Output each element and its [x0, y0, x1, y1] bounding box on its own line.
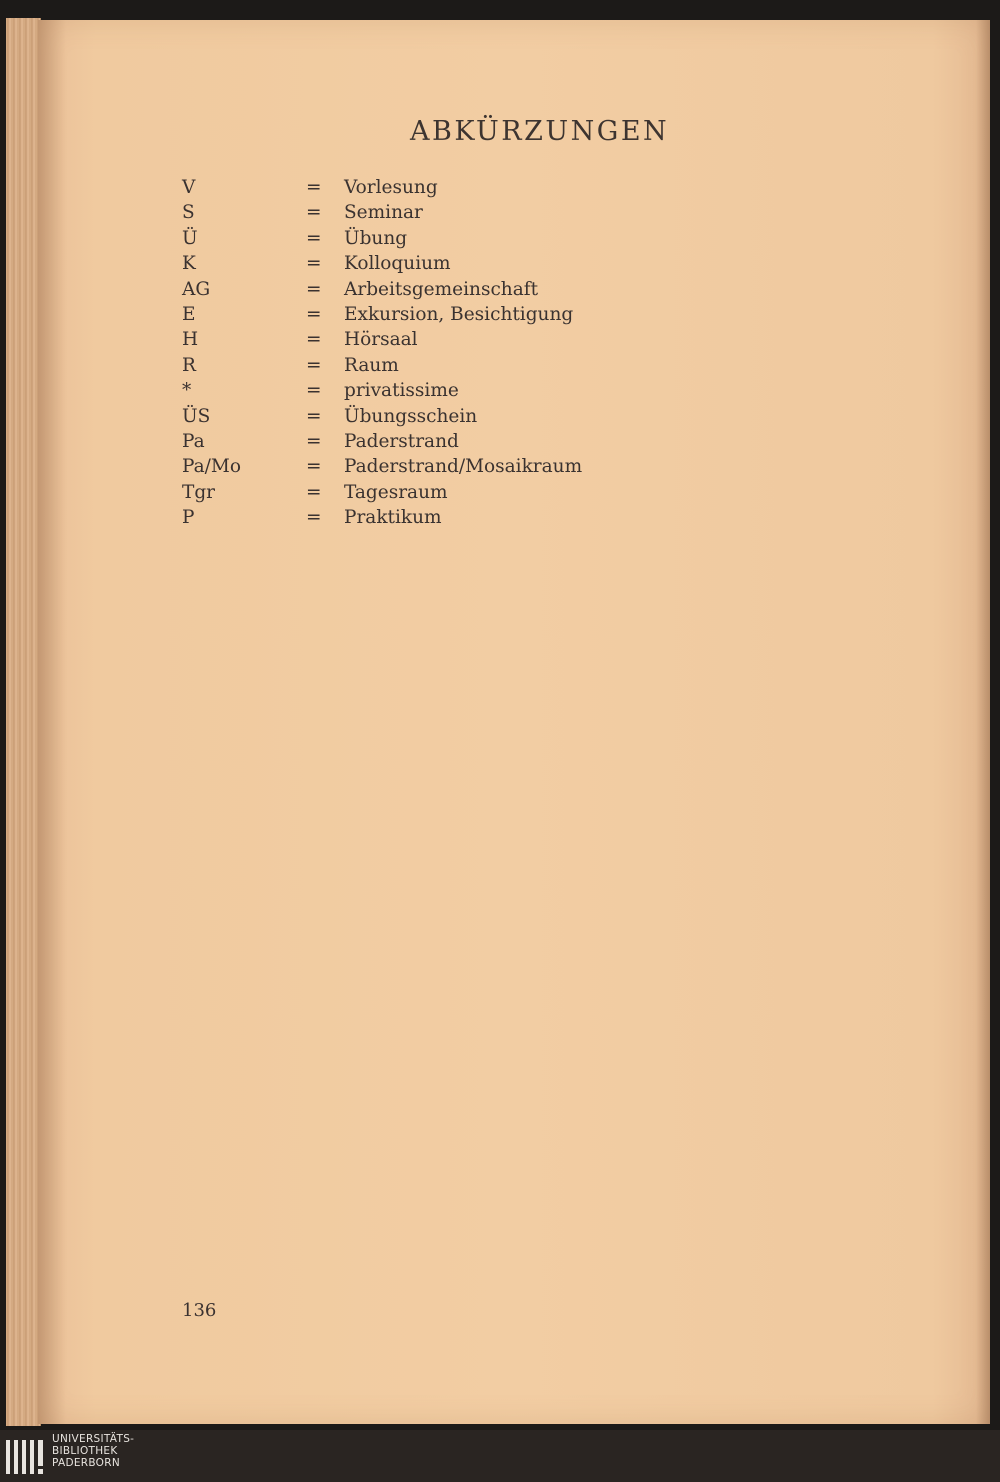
abbreviation: H — [182, 329, 199, 351]
library-name — [52, 1433, 134, 1469]
equals-sign: = — [306, 481, 322, 503]
library-name-line: UNIVERSITÄTS- — [52, 1433, 135, 1445]
abbreviation-meaning: Paderstrand — [344, 430, 459, 452]
library-name-line: PADERBORN — [52, 1457, 120, 1469]
equals-sign: = — [306, 456, 322, 478]
abbreviation-row — [182, 482, 742, 507]
library-name-line: BIBLIOTHEK — [52, 1445, 118, 1457]
abbreviation: E — [182, 303, 196, 325]
abbreviation-row — [182, 431, 742, 456]
abbreviation: Tgr — [182, 481, 216, 503]
abbreviation-row — [182, 456, 742, 481]
equals-sign: = — [306, 405, 322, 427]
page-right-edge — [976, 20, 990, 1424]
abbreviation-row — [182, 202, 742, 227]
abbreviation-row — [182, 177, 742, 202]
abbreviation-row — [182, 253, 742, 278]
equals-sign: = — [306, 303, 322, 325]
equals-sign: = — [306, 430, 322, 452]
abbreviation: K — [182, 253, 196, 275]
abbreviation-meaning: Kolloquium — [344, 253, 451, 275]
abbreviation-row — [182, 406, 742, 431]
footer-bar — [0, 1430, 1000, 1482]
abbreviation: Pa/Mo — [182, 456, 241, 478]
equals-sign: = — [306, 253, 322, 275]
equals-sign: = — [306, 354, 322, 376]
equals-sign: = — [306, 177, 322, 198]
abbreviation: R — [182, 354, 196, 376]
equals-sign: = — [306, 278, 322, 300]
abbreviation: V — [182, 177, 196, 198]
abbreviation-row — [182, 304, 742, 329]
abbreviation-meaning: Vorlesung — [344, 177, 438, 198]
abbreviation: Pa — [182, 430, 205, 452]
abbreviation-meaning: Exkursion, Besichtigung — [344, 303, 574, 325]
equals-sign: = — [306, 329, 322, 351]
abbreviation-meaning: Raum — [344, 354, 399, 376]
abbreviation-list — [182, 177, 742, 532]
abbreviation-row — [182, 228, 742, 253]
abbreviation-row — [182, 279, 742, 304]
equals-sign: = — [306, 202, 322, 224]
abbreviation-meaning: Praktikum — [344, 507, 442, 529]
library-logo-icon — [4, 1436, 46, 1478]
abbreviation-meaning: Hörsaal — [344, 329, 418, 351]
page-heading: ABKÜRZUNGEN — [410, 116, 670, 147]
abbreviation: S — [182, 202, 195, 224]
abbreviation: ÜS — [182, 405, 211, 427]
abbreviation: AG — [182, 278, 211, 300]
abbreviation-row — [182, 355, 742, 380]
page-edges — [6, 18, 41, 1426]
gutter-shadow — [38, 20, 66, 1424]
equals-sign: = — [306, 380, 322, 402]
abbreviation-meaning: Übungsschein — [344, 405, 478, 427]
equals-sign: = — [306, 227, 322, 249]
abbreviation: Ü — [182, 227, 198, 249]
abbreviation-meaning: Arbeitsgemeinschaft — [344, 278, 539, 300]
abbreviation-meaning: Übung — [344, 227, 408, 249]
abbreviation-row — [182, 329, 742, 354]
abbreviation-meaning: Seminar — [344, 202, 423, 224]
abbreviation: P — [182, 507, 195, 529]
abbreviation-row — [182, 380, 742, 405]
abbreviation-meaning: Tagesraum — [344, 481, 448, 503]
abbreviation-row — [182, 507, 742, 532]
page-number: 136 — [182, 1300, 217, 1321]
abbreviation-meaning: privatissime — [344, 380, 459, 402]
book-page — [38, 20, 990, 1424]
abbreviation-meaning: Paderstrand/Mosaikraum — [344, 456, 583, 478]
equals-sign: = — [306, 507, 322, 529]
abbreviation: * — [182, 380, 192, 402]
